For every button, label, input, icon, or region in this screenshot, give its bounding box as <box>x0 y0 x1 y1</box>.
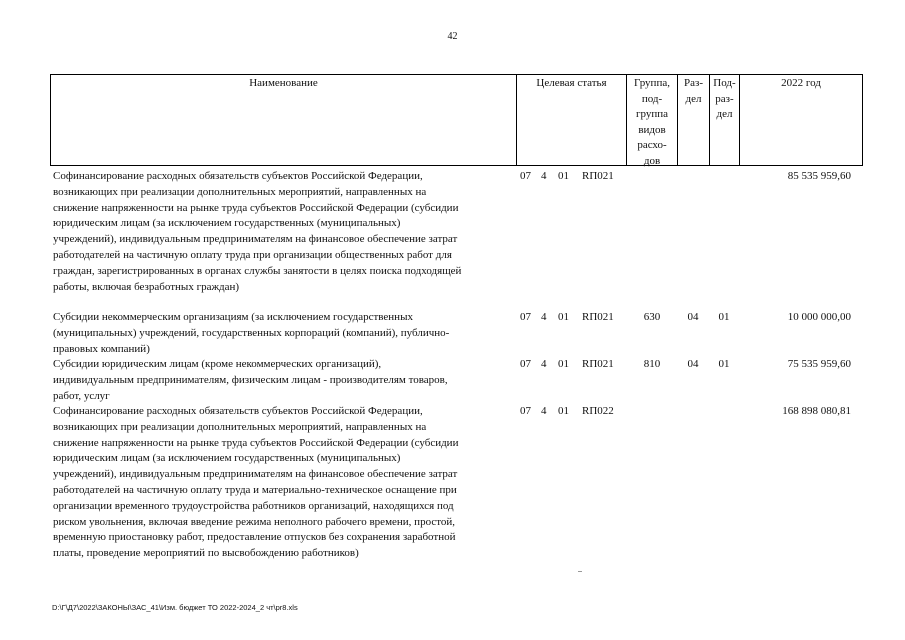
target-code-part: 01 <box>558 311 569 323</box>
header-expense-group: Группа, под- группа видов расхо- дов <box>627 75 678 165</box>
header-section: Раз- дел <box>678 75 710 165</box>
row-name: Софинансирование расходных обязательств субъектов Российской Федерации, возникающих при реализации дополнительных мероприятий, направленных на снижение напряженности на рынке труда субъектов Российской Федерации (субсидии юридическим лицам (за исключением государственных (муниципальных) учреждений), индивидуальным предпринимателям на финансовое обеспечение затрат работодателей на частичную оплату труда при организации общественных работ для граждан, зарегистрированных в органах службы занятости в целях поиска подходящей работы, включая безработных граждан) <box>53 170 462 293</box>
header-target-article: Целевая статья <box>517 75 627 165</box>
page-number: 42 <box>447 31 458 42</box>
row-name: Субсидии юридическим лицам (кроме некоммерческих организаций), индивидуальным предпринимателям, физическим лицам - производителям товаров, работ, услуг <box>53 358 448 402</box>
subsection-code: 01 <box>718 311 730 323</box>
target-code-part: 01 <box>558 358 569 370</box>
target-code-part: 01 <box>558 170 569 182</box>
section-code: 04 <box>687 358 699 370</box>
footer-file-path: D:\Г\Д7\2022\ЗАКОНЫ\ЗАС_41\Изм. бюджет ТО 2022-2024_2 чт\pr8.xls <box>52 603 298 612</box>
target-code-part: 07 <box>520 405 531 417</box>
section-code: 04 <box>687 311 699 323</box>
target-code-part: 4 <box>541 358 547 370</box>
target-code-part: RП022 <box>582 405 614 417</box>
target-code-part: 07 <box>520 170 531 182</box>
table-header <box>50 74 863 166</box>
expense-group-code: 630 <box>643 311 661 323</box>
target-code-part: 4 <box>541 170 547 182</box>
row-name: Субсидии некоммерческим организациям (за исключением государственных (муниципальных) учреждений, государственных корпораций (компаний), публично- правовых компаний) <box>53 311 450 355</box>
amount: 10 000 000,00 <box>787 311 851 323</box>
target-code-part: RП021 <box>582 358 614 370</box>
target-code-part: RП021 <box>582 170 614 182</box>
header-year: 2022 год <box>781 77 821 89</box>
amount: 85 535 959,60 <box>787 170 851 182</box>
target-code-part: 01 <box>558 405 569 417</box>
row-name: Софинансирование расходных обязательств субъектов Российской Федерации, возникающих при реализации дополнительных мероприятий, направленных на снижение напряженности на рынке труда субъектов Российской Федерации (субсидии юридическим лицам (за исключением государственных (муниципальных) учреждений), индивидуальным предпринимателям на финансовое обеспечение затрат работодателей на частичную оплату труда и материально-техническое оснащение при организации временного трудоустройства работников организаций, находящихся под риском увольнения, включая введение режима неполного рабочего времени, простой, временную приостановку работ, предоставление отпусков без сохранения заработной платы, проведение мероприятий по высвобождению работников) <box>53 405 459 560</box>
expense-group-code: 810 <box>643 358 661 370</box>
target-code-part: 07 <box>520 311 531 323</box>
header-name: Наименование <box>51 75 517 165</box>
scan-artifact <box>578 571 582 572</box>
target-code-part: RП021 <box>582 311 614 323</box>
target-code-part: 4 <box>541 405 547 417</box>
amount: 168 898 080,81 <box>782 405 851 417</box>
target-code-part: 4 <box>541 311 547 323</box>
target-code-part: 07 <box>520 358 531 370</box>
amount: 75 535 959,60 <box>787 358 851 370</box>
header-subsection: Под- раз- дел <box>710 75 740 165</box>
subsection-code: 01 <box>718 358 730 370</box>
